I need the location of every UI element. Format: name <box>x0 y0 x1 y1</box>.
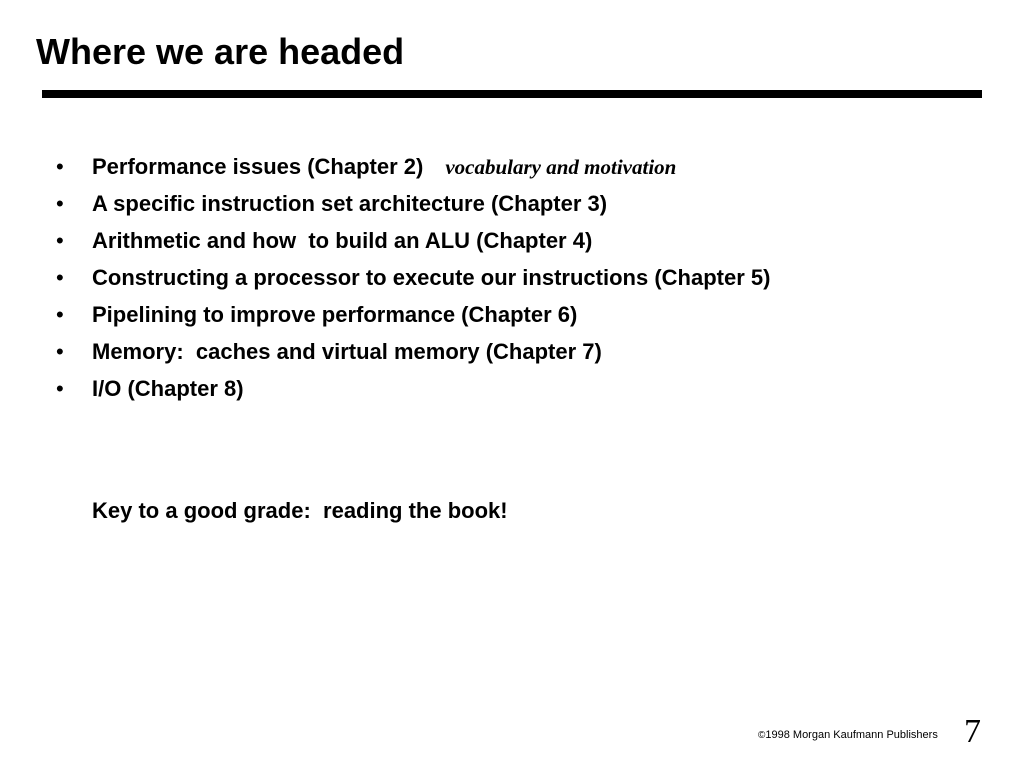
bullet-text: Constructing a processor to execute our instructions (Chapter 5) <box>92 265 771 290</box>
copyright-icon: © <box>758 730 766 741</box>
bullet-icon: • <box>56 191 64 216</box>
bullet-text: A specific instruction set architecture (Chapter 3) <box>92 191 608 216</box>
slide-title: Where we are headed <box>36 31 405 72</box>
bullet-icon: • <box>56 154 64 179</box>
bullet-text: Performance issues (Chapter 2) <box>92 154 424 179</box>
bullet-icon: • <box>56 339 64 364</box>
bullet-text: Pipelining to improve performance (Chapter 6) <box>92 302 578 327</box>
bullet-text: Memory: caches and virtual memory (Chapter 7) <box>92 339 602 364</box>
copyright-notice <box>758 727 938 744</box>
key-takeaway: Key to a good grade: reading the book! <box>92 498 508 523</box>
bullet-note: vocabulary and motivation <box>445 155 677 179</box>
title-divider <box>42 90 982 98</box>
page-number: 7 <box>964 713 981 750</box>
bullet-icon: • <box>56 228 64 253</box>
bullet-icon: • <box>56 376 64 401</box>
bullet-icon: • <box>56 302 64 327</box>
copyright-text: 1998 Morgan Kaufmann Publishers <box>765 729 938 741</box>
bullet-icon: • <box>56 265 64 290</box>
bullet-text: I/O (Chapter 8) <box>92 376 244 401</box>
bullet-text: Arithmetic and how to build an ALU (Chapter 4) <box>92 228 593 253</box>
